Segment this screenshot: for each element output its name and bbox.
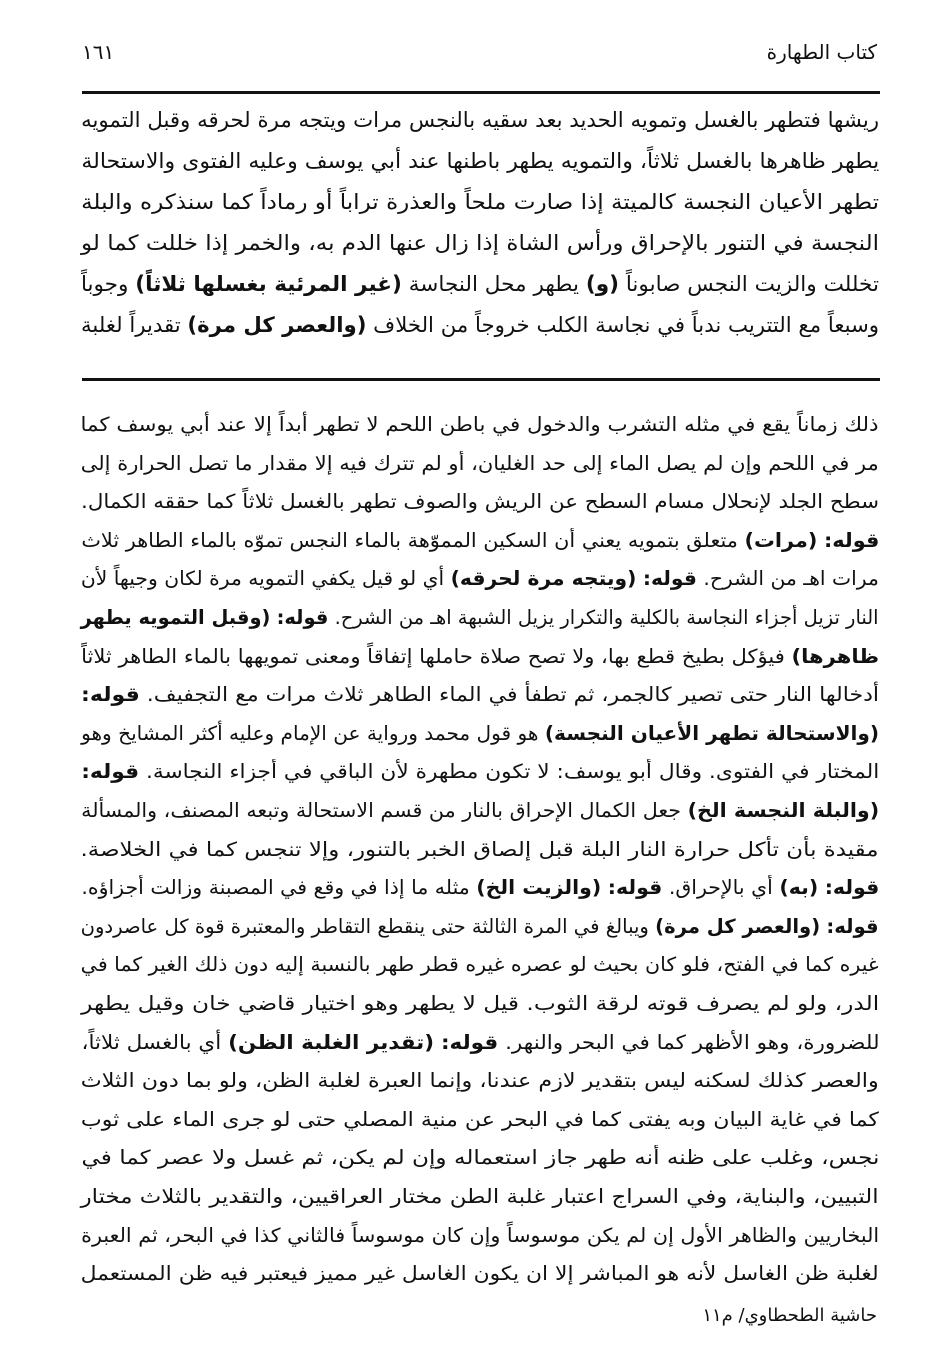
text-segment: ويبالغ في المرة الثالثة حتى ينقطع التقاطر والمعتبرة قوة كل عاصردون (81, 914, 656, 938)
text-line-content (81, 1185, 879, 1208)
text-line-content (81, 567, 879, 590)
text-line-content (81, 272, 879, 296)
bold-quote: قوله: (80, 683, 140, 707)
text-line-content (81, 606, 879, 629)
text-line-content (81, 452, 879, 475)
text-segment: البخاريين والظاهر الأول إن لم يكن موسوساً وإن كان موسوساً فالثاني كذا في البحر، ثم العبرة (80, 1223, 879, 1247)
text-line-content (81, 529, 879, 552)
text-line (79, 1108, 879, 1142)
bold-quote: قوله: (607, 876, 663, 900)
bold-quote: قوله: (643, 567, 698, 591)
text-segment: أدخالها النار حتى تصير كالجمر، ثم تطفأ في الماء الطاهر ثلاث مرات مع التجفيف. (139, 683, 880, 707)
bold-quote: (والزيت الخ) (475, 876, 601, 900)
bold-quote: قوله: (826, 914, 879, 938)
bold-quote: (غير المرئية بغسلها ثلاثاً) (135, 272, 402, 296)
text-line (79, 760, 879, 794)
bold-quote: (مرات) (744, 528, 817, 552)
header-rule (82, 91, 880, 94)
text-line (79, 1069, 879, 1103)
text-line (79, 272, 879, 306)
bold-quote: قوله: (81, 760, 139, 784)
text-line (79, 992, 879, 1026)
text-segment: مر في اللحم وإن لم يصل الماء إلى حد الغليان، أو لم تترك فيه إلا مقدار ما تصل الحرارة إلى (81, 451, 879, 475)
text-segment: أي بالغسل ثلاثاً، (81, 1030, 228, 1054)
page-number: ١٦١ (82, 40, 115, 64)
text-line-content (81, 190, 879, 214)
bold-quote: قوله: (824, 876, 879, 900)
bold-quote: قوله: (277, 606, 329, 629)
text-segment: متعلق بتمويه يعني أن السكين المموّهة بالماء النجس تموّه بالماء الطاهر ثلاث (81, 528, 745, 552)
text-line (79, 876, 879, 910)
text-line (79, 683, 879, 717)
text-segment: التبيين، والبناية، وفي السراج اعتبار غلبة الطن مختار العراقيين، والتقدير بالثلاث مختار (81, 1185, 879, 1208)
text-line-content (81, 313, 879, 337)
text-line-content (81, 645, 879, 668)
text-line (79, 413, 879, 447)
text-segment: يطهر محل النجاسة (401, 272, 586, 296)
bold-quote: (والعصر كل مرة) (655, 914, 821, 938)
text-line-content (81, 760, 879, 783)
text-segment: سطح الجلد لإنحلال مسام السطح عن الريش والصوف تطهر بالغسل ثلاثاً كما حققه الكمال. (80, 490, 879, 514)
text-line (79, 915, 879, 949)
text-line (79, 1224, 879, 1258)
text-segment: ذلك زماناً يقع في مثله التشرب والدخول في باطن اللحم لا تطهر أبداً إلا عند أبي يوسف كما (81, 413, 879, 436)
text-segment: لغلبة ظن الغاسل لأنه هو المباشر إلا ان يكون الغاسل غير مميز فيعتبر فيه ظن المستعمل (81, 1262, 879, 1286)
text-line-content (81, 1069, 879, 1092)
text-line (79, 313, 879, 347)
text-line-content (81, 722, 879, 745)
bold-quote: قوله: (440, 1030, 498, 1054)
text-segment: فيؤكل بطيخ قطع بها، ولا تصح صلاة حاملها إتفاقاً ومعنى تمويهها بالماء الطاهر ثلاثاً (81, 644, 792, 668)
text-line-content (81, 1031, 879, 1054)
text-line (79, 1146, 879, 1180)
text-line-content (81, 490, 879, 513)
text-line-content (81, 413, 879, 436)
text-line-content (81, 838, 879, 861)
text-segment: يطهر ظاهرها بالغسل ثلاثاً، والتمويه يطهر باطنها عند أبي يوسف وعليه الفتوى والاستحالة (81, 149, 879, 173)
text-line (79, 490, 879, 524)
text-line (79, 529, 879, 563)
bold-quote: (والاستحالة تطهر الأعيان النجسة) (544, 721, 879, 745)
text-line-content (81, 1224, 879, 1247)
text-segment: تقديراً لغلبة (80, 313, 188, 337)
text-line-content (81, 1262, 879, 1285)
text-line-content (81, 1108, 879, 1131)
text-segment: مثله ما إذا في وقع في المصبنة وزالت أجزاؤه. (81, 876, 476, 900)
bold-quote: (تقدير الغلبة الظن) (227, 1030, 434, 1054)
text-segment: مقيدة بأن تأكل حرارة النار البلة قبل إلصاق الخبر بالتنور، وإلا تنجس كما في الخلاصة. (81, 837, 879, 861)
bold-quote: قوله: (823, 528, 879, 552)
text-line (79, 108, 879, 142)
text-line-content (81, 799, 879, 822)
text-line (79, 452, 879, 486)
text-line-content (81, 1146, 879, 1169)
text-segment: كما في غاية البيان وبه يفتى كما في البحر عن منية المصلي حتى لو جرى الماء على ثوب (81, 1107, 879, 1131)
text-line (79, 645, 879, 679)
text-line-content (81, 149, 879, 173)
text-segment: للضرورة، وهو الأظهر كما في البحر والنهر. (497, 1030, 879, 1054)
text-line-content (81, 231, 879, 255)
text-segment: المختار في الفتوى. وقال أبو يوسف: لا تكون مطهرة لأن الباقي في أجزاء النجاسة. (138, 760, 880, 784)
text-segment: أي بالإحراق. (662, 876, 780, 900)
text-segment: والعصر كذلك لسكنه ليس بتقدير لازم عندنا، وإنما العبرة لغلبة الظن، ولو بما دون الثلاث (81, 1069, 879, 1093)
text-line (79, 799, 879, 833)
text-line (79, 838, 879, 872)
text-line-content (81, 992, 879, 1015)
text-segment (601, 876, 608, 899)
text-segment: هو قول محمد ورواية عن الإمام وعليه أكثر المشايخ وهو (80, 721, 545, 745)
text-line (79, 606, 879, 640)
text-line (79, 149, 879, 183)
bold-quote: (وقبل التمويه يطهر (81, 606, 271, 629)
text-line (79, 231, 879, 265)
bold-quote: (به) (779, 876, 818, 900)
running-title: كتاب الطهارة (766, 40, 877, 64)
bold-quote: (ويتجه مرة لحرقه) (450, 567, 637, 591)
bold-quote: (و) (585, 272, 620, 296)
bold-quote: (والبلة النجسة الخ) (687, 799, 879, 822)
text-line-content (81, 108, 879, 132)
text-line (79, 953, 879, 987)
text-segment: وسبعاً مع التتريب ندباً في نجاسة الكلب خروجاً من الخلاف (366, 313, 880, 337)
text-line-content (81, 683, 879, 706)
text-segment (434, 1031, 441, 1054)
text-segment: النجسة في التنور بالإحراق ورأس الشاة إذا زال عنها الدم به، والخمر إذا خللت كما لو (81, 231, 879, 255)
text-segment: وجوباً (80, 272, 136, 296)
footer-signature: حاشية الطحطاوي/ م١١ (702, 1305, 877, 1326)
text-segment: نجس، وغلب على ظنه أنه طهر جاز استعماله وإن لم يكن، ثم غسل ولا عصر كما في (81, 1146, 879, 1170)
text-line (79, 1185, 879, 1219)
text-line (79, 1262, 879, 1296)
text-segment: الدر، ولو لم يصرف قوته لرقة الثوب. قيل لا يطهر وهو اختيار قاضي خان وقيل يطهر (81, 992, 879, 1015)
text-segment: تخللت والزيت النجس صابوناً (619, 272, 879, 296)
text-segment: ريشها فتطهر بالغسل وتمويه الحديد بعد سقيه بالنجس مرات ويتجه مرة لحرقه وقبل التمويه (81, 108, 879, 132)
bold-quote: (والعصر كل مرة) (187, 313, 367, 337)
text-segment: غيره كما في الفتح، فلو كان بحيث لو عصره غيره قطر طهر بالنسبة إليه دون ذلك الغير كما في (81, 953, 879, 977)
text-segment: مرات اهـ من الشرح. (697, 567, 879, 591)
text-segment: جعل الكمال الإحراق بالنار من قسم الاستحالة وتبعه المصنف، والمسألة (80, 799, 688, 822)
text-line (79, 1031, 879, 1065)
text-segment: أي لو قيل يكفي التمويه مرة لكان وجيهاً لأن (81, 567, 451, 591)
text-line-content (81, 876, 879, 899)
text-segment: تطهر الأعيان النجسة كالميتة إذا صارت ملحاً والعذرة تراباً أو رماداً كما سنذكره والبلة (81, 190, 879, 214)
text-line (79, 190, 879, 224)
bold-quote: ظاهرها) (791, 644, 879, 668)
text-segment: النار تزيل أجزاء النجاسة بالكلية والتكرار يزيل الشبهة اهـ من الشرح. (328, 606, 880, 629)
text-line-content (81, 915, 879, 938)
text-line (79, 567, 879, 601)
separator-rule (82, 378, 880, 381)
text-line (79, 722, 879, 756)
text-line-content (81, 953, 879, 976)
